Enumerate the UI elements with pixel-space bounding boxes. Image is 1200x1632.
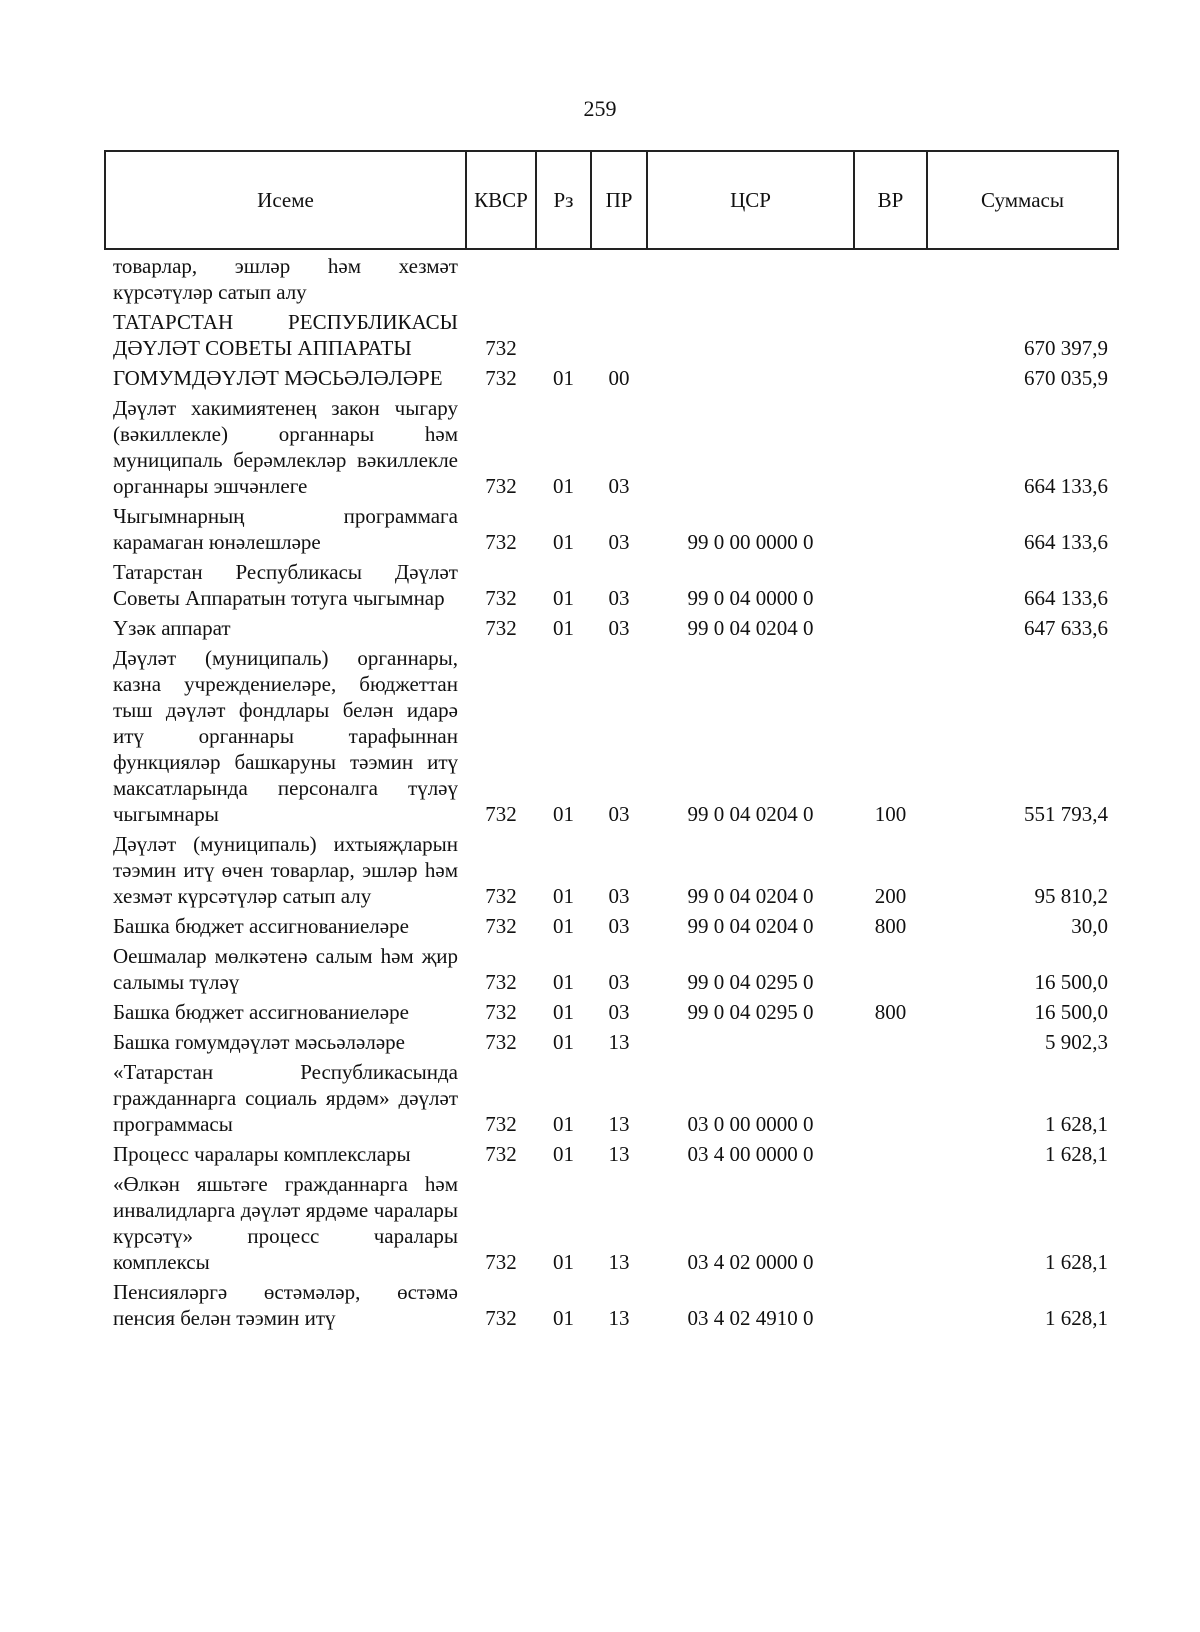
cell-vr: 200: [874, 884, 907, 908]
cell-kvsr: 732: [485, 884, 517, 908]
header-name: Исеме: [105, 151, 466, 249]
cell-kvsr: 732: [485, 366, 517, 390]
cell-kvsr: 732: [485, 802, 517, 826]
cell-kvsr: 732: [485, 586, 517, 610]
cell-name: «Татарстан Республикасында гражданнарга социаль ярдәм» дәүләт программасы: [113, 1060, 458, 1136]
cell-csr: [647, 362, 854, 392]
cell-vr: [854, 940, 927, 996]
cell-rz: 01: [553, 970, 574, 994]
cell-rz: 01: [553, 1112, 574, 1136]
cell-name: Татарстан Республикасы Дәүләт Советы Аппаратын тотуга чыгымнар: [113, 560, 458, 610]
table-row: [105, 500, 1118, 556]
cell-csr: 99 0 04 0000 0: [687, 586, 814, 610]
cell-pr: 13: [608, 1030, 630, 1054]
cell-vr: [854, 362, 927, 392]
cell-name: «Өлкән яшьтәге гражданнарга һәм инвалидларга дәүләт ярдәме чаралары күрсәтү» процесс чаралары комплексы: [113, 1172, 458, 1274]
cell-csr: 99 0 04 0204 0: [687, 884, 814, 908]
cell-name: Башка гомумдәүләт мәсьәләләре: [113, 1030, 405, 1054]
cell-vr: 100: [874, 802, 907, 826]
cell-sum: 551 793,4: [1024, 802, 1108, 826]
cell-rz: 01: [553, 530, 574, 554]
cell-sum: 1 628,1: [1045, 1142, 1108, 1166]
cell-name: ТАТАРСТАН РЕСПУБЛИКАСЫ ДӘҮЛӘТ СОВЕТЫ АППАРАТЫ: [113, 310, 458, 360]
cell-kvsr: 732: [485, 336, 517, 360]
cell-name: Үзәк аппарат: [113, 616, 231, 640]
cell-kvsr: 732: [485, 530, 517, 554]
cell-sum: 16 500,0: [1034, 970, 1108, 994]
cell-csr: 03 4 02 0000 0: [687, 1250, 814, 1274]
cell-pr: 03: [608, 530, 630, 554]
cell-csr: 99 0 00 0000 0: [687, 530, 814, 554]
cell-csr: 99 0 04 0204 0: [687, 802, 814, 826]
cell-sum: 16 500,0: [1034, 1000, 1108, 1024]
cell-pr: [591, 249, 647, 306]
cell-name: Дәүләт хакимиятенең закон чыгару (вәкиллекле) органнары һәм муниципаль берәмлекләр вәкиллекле органнары эшчәнлеге: [113, 396, 458, 498]
cell-csr: 99 0 04 0295 0: [687, 1000, 814, 1024]
cell-vr: [854, 1168, 927, 1276]
cell-kvsr: 732: [485, 474, 517, 498]
cell-pr: 13: [608, 1112, 630, 1136]
table-row: [105, 1026, 1118, 1056]
cell-sum: 670 397,9: [1024, 336, 1108, 360]
cell-pr: 03: [608, 586, 630, 610]
cell-csr: 99 0 04 0204 0: [687, 616, 814, 640]
cell-kvsr: 732: [485, 1112, 517, 1136]
table-row: [105, 828, 1118, 910]
cell-pr: 03: [608, 884, 630, 908]
cell-sum: 664 133,6: [1024, 586, 1108, 610]
cell-vr: [854, 249, 927, 306]
cell-csr: [647, 392, 854, 500]
cell-vr: [854, 556, 927, 612]
cell-csr: [647, 1026, 854, 1056]
cell-sum: 30,0: [1071, 914, 1108, 938]
cell-rz: 01: [553, 586, 574, 610]
cell-name: Башка бюджет ассигнованиеләре: [113, 914, 409, 938]
table-row: [105, 910, 1118, 940]
cell-rz: [536, 249, 591, 306]
table-row: [105, 392, 1118, 500]
cell-sum: 647 633,6: [1024, 616, 1108, 640]
cell-name: Дәүләт (муниципаль) ихтыяҗларын тәэмин итү өчен товарлар, эшләр һәм хезмәт күрсәтүләр сатып алу: [113, 832, 458, 908]
cell-kvsr: 732: [485, 914, 517, 938]
header-csr: ЦСР: [647, 151, 854, 249]
cell-pr: 03: [608, 802, 630, 826]
cell-kvsr: 732: [485, 1142, 517, 1166]
cell-name: Пенсияләргә өстәмәләр, өстәмә пенсия белән тәэмин итү: [113, 1280, 458, 1330]
cell-name: Башка бюджет ассигнованиеләре: [113, 1000, 409, 1024]
cell-rz: 01: [553, 616, 574, 640]
cell-sum: 1 628,1: [1045, 1306, 1108, 1330]
header-kvsr: КВСР: [466, 151, 536, 249]
cell-sum: 670 035,9: [1024, 366, 1108, 390]
table-row: [105, 362, 1118, 392]
header-rz: Рз: [536, 151, 591, 249]
table-row: [105, 306, 1118, 362]
cell-pr: [591, 306, 647, 362]
cell-rz: 01: [553, 366, 574, 390]
table-row: [105, 996, 1118, 1026]
cell-sum: 664 133,6: [1024, 474, 1108, 498]
cell-sum: 5 902,3: [1045, 1030, 1108, 1054]
cell-vr: [854, 612, 927, 642]
table-row: [105, 1168, 1118, 1276]
cell-kvsr: 732: [485, 1030, 517, 1054]
cell-kvsr: 732: [485, 1250, 517, 1274]
cell-rz: 01: [553, 1030, 574, 1054]
cell-pr: 13: [608, 1250, 630, 1274]
cell-csr: 03 0 00 0000 0: [687, 1112, 814, 1136]
table-row: [105, 1056, 1118, 1138]
table-row: [105, 556, 1118, 612]
header-vr: ВР: [854, 151, 927, 249]
table-row: [105, 1276, 1118, 1332]
cell-name: Дәүләт (муниципаль) органнары, казна учреждениеләре, бюджеттан тыш дәүләт фондлары белән идарә итү органнары тарафыннан функцияләр башкаруны тәэмин итү максатларында персоналга түләү чыгымнары: [113, 646, 458, 826]
table-header: [105, 151, 1118, 249]
cell-pr: 13: [608, 1306, 630, 1330]
cell-vr: [854, 306, 927, 362]
cell-name: товарлар, эшләр һәм хезмәт күрсәтүләр сатып алу: [113, 254, 458, 304]
cell-csr: 03 4 00 0000 0: [687, 1142, 814, 1166]
cell-csr: 99 0 04 0204 0: [687, 914, 814, 938]
cell-vr: 800: [874, 1000, 907, 1024]
cell-name: ГОМУМДӘҮЛӘТ МӘСЬӘЛӘЛӘРЕ: [113, 366, 443, 390]
table-row: [105, 249, 1118, 306]
table-body: [105, 249, 1118, 1332]
cell-csr: 99 0 04 0295 0: [687, 970, 814, 994]
cell-csr: [647, 249, 854, 306]
cell-vr: [854, 1138, 927, 1168]
table-row: [105, 642, 1118, 828]
cell-sum: [927, 249, 1118, 306]
cell-kvsr: 732: [485, 616, 517, 640]
cell-rz: 01: [553, 884, 574, 908]
cell-sum: 1 628,1: [1045, 1112, 1108, 1136]
cell-vr: [854, 1026, 927, 1056]
cell-pr: 13: [608, 1142, 630, 1166]
cell-kvsr: 732: [485, 970, 517, 994]
header-pr: ПР: [591, 151, 647, 249]
cell-rz: 01: [553, 1142, 574, 1166]
cell-pr: 03: [608, 1000, 630, 1024]
page-number: 259: [583, 96, 617, 121]
cell-kvsr: 732: [485, 1306, 517, 1330]
cell-pr: 03: [608, 474, 630, 498]
table-row: [105, 1138, 1118, 1168]
cell-rz: 01: [553, 1000, 574, 1024]
cell-vr: 800: [874, 914, 907, 938]
cell-vr: [854, 500, 927, 556]
cell-csr: [647, 306, 854, 362]
table-row: [105, 612, 1118, 642]
header-sum: Суммасы: [927, 151, 1118, 249]
cell-sum: 664 133,6: [1024, 530, 1108, 554]
cell-name: Чыгымнарның программага карамаган юнәлешләре: [113, 504, 458, 554]
cell-rz: 01: [553, 914, 574, 938]
cell-vr: [854, 1276, 927, 1332]
cell-csr: 03 4 02 4910 0: [687, 1306, 814, 1330]
cell-kvsr: 732: [485, 1000, 517, 1024]
cell-sum: 1 628,1: [1045, 1250, 1108, 1274]
cell-pr: 03: [608, 970, 630, 994]
cell-sum: 95 810,2: [1034, 884, 1108, 908]
cell-kvsr: [466, 249, 536, 306]
cell-pr: 03: [608, 914, 630, 938]
cell-rz: 01: [553, 802, 574, 826]
cell-pr: 00: [608, 366, 630, 390]
cell-rz: 01: [553, 474, 574, 498]
cell-name: Процесс чаралары комплекслары: [113, 1142, 411, 1166]
cell-vr: [854, 392, 927, 500]
cell-vr: [854, 1056, 927, 1138]
cell-rz: 01: [553, 1306, 574, 1330]
budget-table: [104, 150, 1119, 1332]
cell-rz: 01: [553, 1250, 574, 1274]
cell-name: Оешмалар мөлкәтенә салым һәм җир салымы түләү: [113, 944, 458, 994]
table-row: [105, 940, 1118, 996]
cell-rz: [536, 306, 591, 362]
cell-pr: 03: [608, 616, 630, 640]
